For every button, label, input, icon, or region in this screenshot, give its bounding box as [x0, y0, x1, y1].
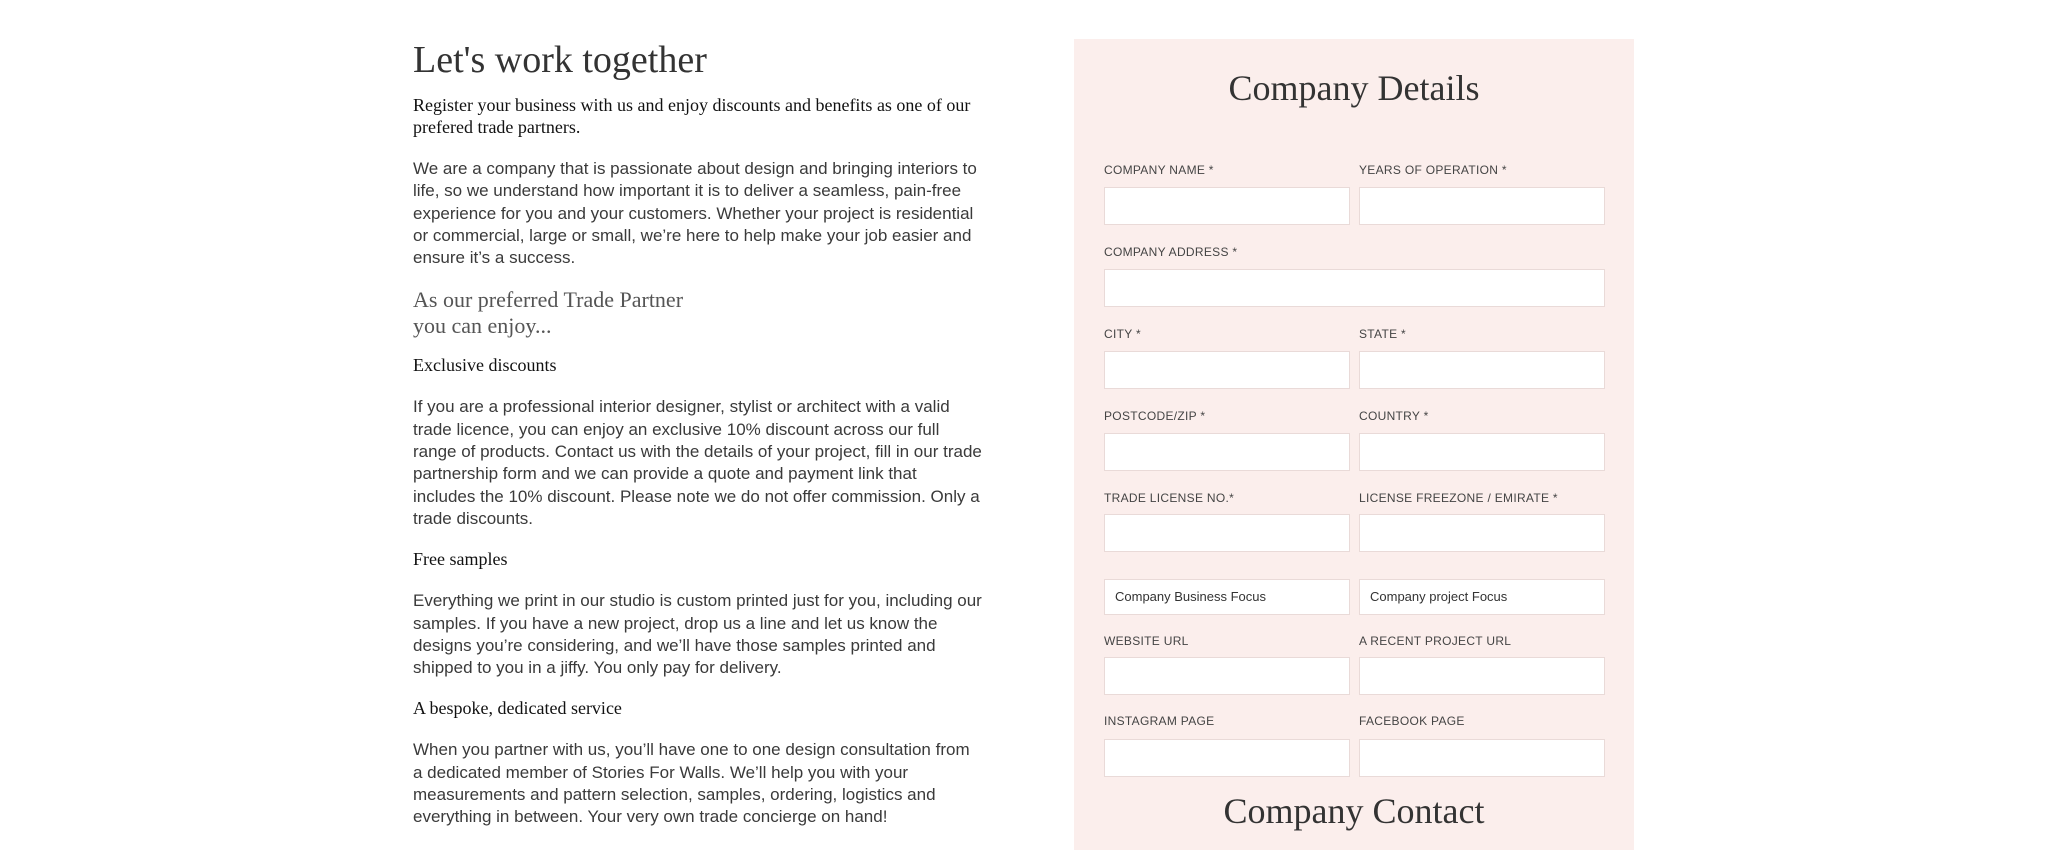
benefits-subheading	[413, 287, 983, 339]
facebook-page-input[interactable]	[1359, 739, 1605, 777]
company-address-label: COMPANY ADDRESS *	[1104, 245, 1238, 259]
intro-text: Register your business with us and enjoy discounts and benefits as one of our prefered trade partners.	[413, 95, 971, 137]
instagram-page-label: INSTAGRAM PAGE	[1104, 714, 1215, 728]
benefit-text: Everything we print in our studio is custom printed just for you, including our samples. If you have a new project, drop us a line and let us know the designs you’re considering, and we’ll have those samples printed and shipped to you in a jiffy. You only pay for delivery.	[413, 591, 982, 678]
license-freezone-input[interactable]	[1359, 514, 1605, 552]
trade-license-input[interactable]	[1104, 514, 1350, 552]
company-details-form	[1074, 39, 1634, 850]
recent-project-url-label: A RECENT PROJECT URL	[1359, 634, 1512, 648]
state-input[interactable]	[1359, 351, 1605, 389]
trade-license-label: TRADE LICENSE NO.*	[1104, 491, 1235, 505]
project-focus-select[interactable]: Company project Focus	[1359, 579, 1605, 615]
website-url-input[interactable]	[1104, 657, 1350, 695]
city-input[interactable]	[1104, 351, 1350, 389]
postcode-label: POSTCODE/ZIP *	[1104, 409, 1206, 423]
company-address-input[interactable]	[1104, 269, 1605, 307]
benefits-subheading-line1: As our preferred Trade Partner	[413, 287, 684, 313]
state-label: STATE *	[1359, 327, 1406, 341]
about-paragraph: We are a company that is passionate about design and bringing interiors to life, so we understand how important it is to deliver a seamless, pain-free experience for you and your customers. Whether your project is residential or commercial, large or small, we’re here to help make your job easier and ensure it’s a success.	[413, 159, 977, 268]
city-label: CITY *	[1104, 327, 1141, 341]
business-focus-select[interactable]: Company Business Focus	[1104, 579, 1350, 615]
years-of-operation-input[interactable]	[1359, 187, 1605, 225]
company-name-input[interactable]	[1104, 187, 1350, 225]
country-input[interactable]	[1359, 433, 1605, 471]
benefits-subheading-line2: you can enjoy...	[413, 313, 552, 339]
years-of-operation-label: YEARS OF OPERATION *	[1359, 163, 1507, 177]
page-title: Let's work together	[413, 39, 707, 81]
instagram-page-input[interactable]	[1104, 739, 1350, 777]
benefit-title: Free samples	[413, 549, 508, 570]
license-freezone-label: LICENSE FREEZONE / EMIRATE *	[1359, 491, 1558, 505]
country-label: COUNTRY *	[1359, 409, 1429, 423]
postcode-input[interactable]	[1104, 433, 1350, 471]
facebook-page-label: FACEBOOK PAGE	[1359, 714, 1465, 728]
company-name-label: COMPANY NAME *	[1104, 163, 1214, 177]
benefit-text: When you partner with us, you’ll have one to one design consultation from a dedicated member of Stories For Walls. We’ll help you with your measurements and pattern selection, samples, ordering, logistics and everything in between. Your very own trade concierge on hand!	[413, 740, 970, 827]
website-url-label: WEBSITE URL	[1104, 634, 1189, 648]
intro-column	[413, 36, 983, 847]
recent-project-url-input[interactable]	[1359, 657, 1605, 695]
benefit-title: A bespoke, dedicated service	[413, 698, 622, 719]
benefit-title: Exclusive discounts	[413, 355, 557, 376]
company-contact-title: Company Contact	[1223, 791, 1485, 831]
benefit-text: If you are a professional interior designer, stylist or architect with a valid trade licence, you can enjoy an exclusive 10% discount across our full range of products. Contact us with the details of your project, fill in our trade partnership form and we can provide a quote and payment link that includes the 10% discount. Please note we do not offer commission. Only a trade discounts.	[413, 397, 982, 528]
form-title: Company Details	[1228, 68, 1480, 108]
